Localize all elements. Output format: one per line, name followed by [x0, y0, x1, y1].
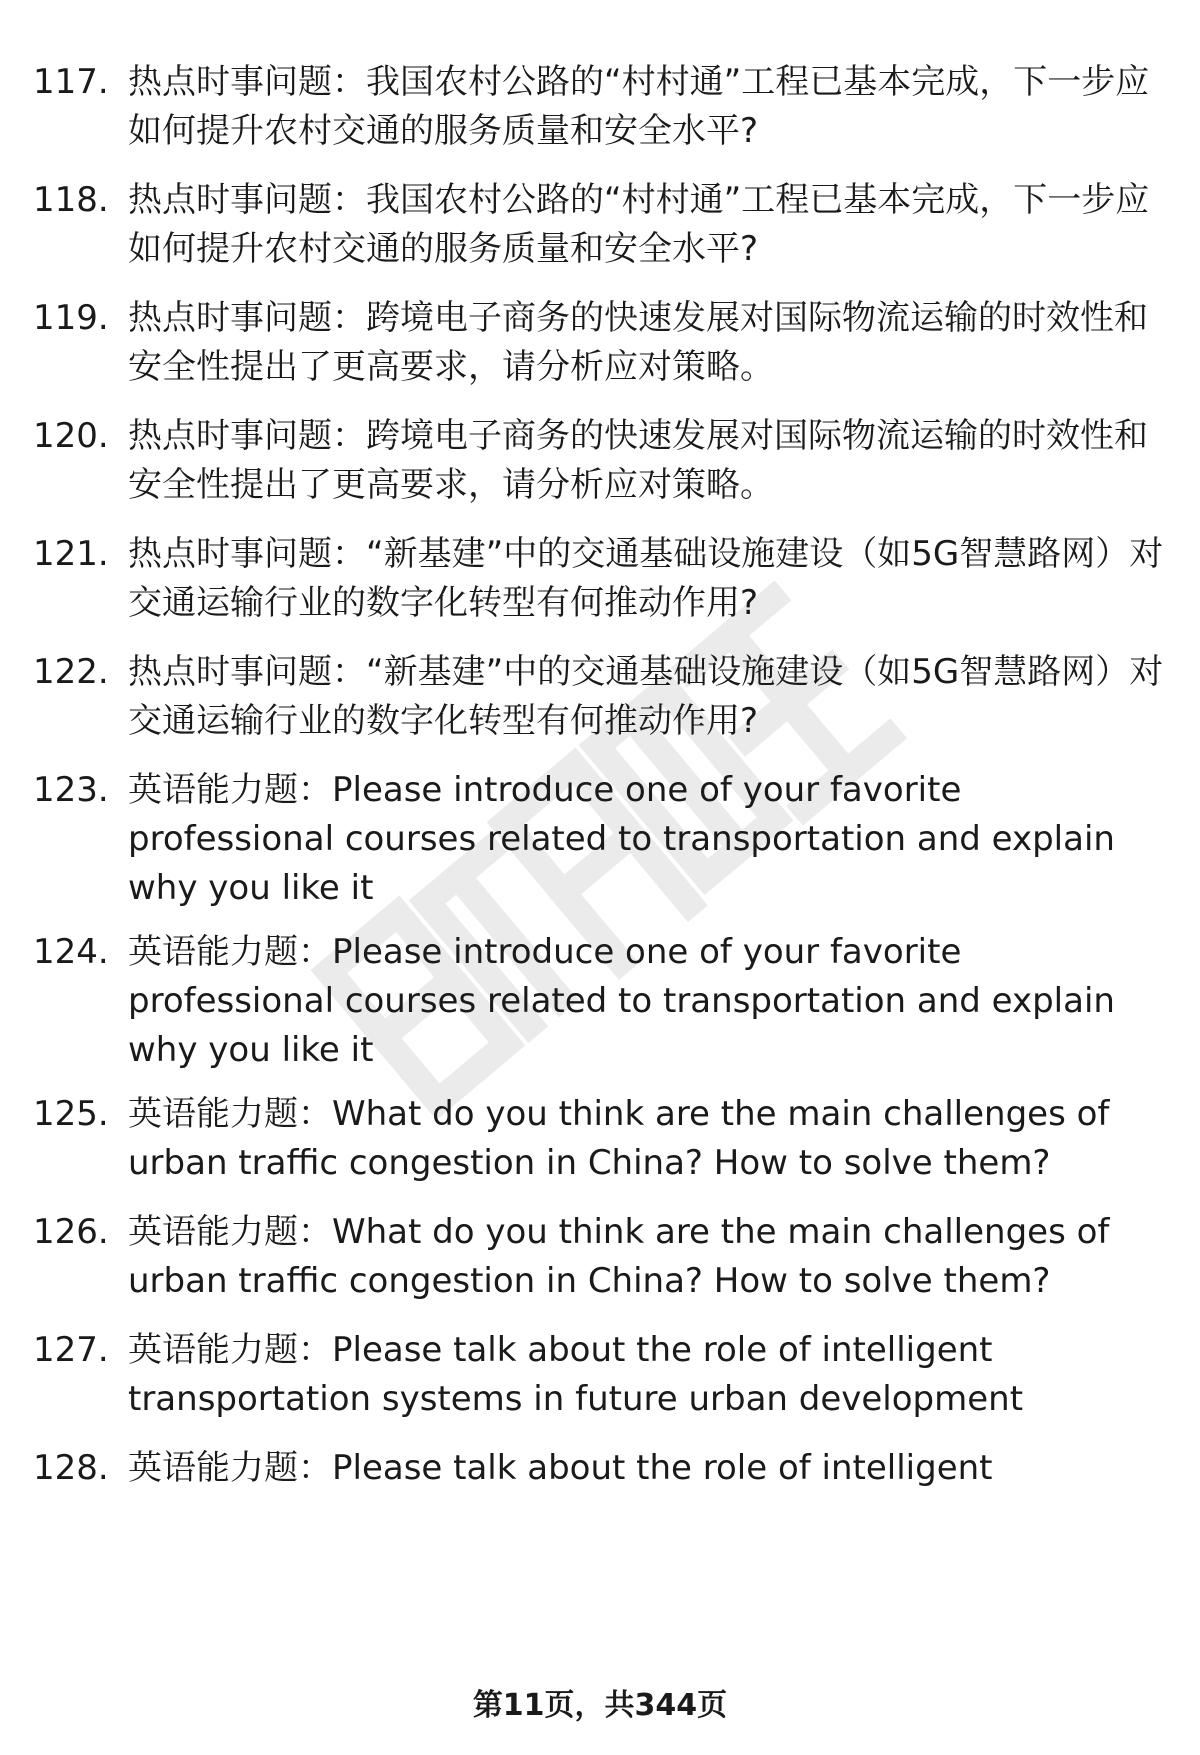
item-number: 117.	[33, 62, 109, 102]
item-number: 122.	[33, 652, 109, 692]
item-number: 127.	[33, 1330, 109, 1370]
item-number: 120.	[33, 416, 109, 456]
item-number: 126.	[33, 1212, 109, 1252]
item-text: 英语能力题：Please talk about the role of intelligent	[128, 1448, 993, 1488]
item-number: 123.	[33, 770, 109, 810]
item-text: 热点时事问题：“新基建”中的交通基础设施建设（如5G智慧路网）对交通运输行业的数字化转型有何推动作用?	[128, 652, 1164, 741]
item-number: 128.	[33, 1448, 109, 1488]
item-text: 英语能力题：Please talk about the role of intelligent transportation systems in future urban development	[128, 1330, 1024, 1419]
item-text: 英语能力题：Please introduce one of your favorite professional courses related to transportation and explain why you like it	[128, 770, 1115, 908]
item-text: 英语能力题：What do you think are the main challenges of urban traffic congestion in China? How to solve them?	[128, 1212, 1110, 1301]
item-number: 119.	[33, 298, 109, 338]
item-text: 英语能力题：Please introduce one of your favorite professional courses related to transportation and explain why you like it	[128, 932, 1115, 1070]
item-text: 热点时事问题：我国农村公路的“村村通”工程已基本完成，下一步应如何提升农村交通的服务质量和安全水平?	[128, 62, 1150, 151]
item-text: 热点时事问题：我国农村公路的“村村通”工程已基本完成，下一步应如何提升农村交通的服务质量和安全水平?	[128, 180, 1150, 269]
item-number: 125.	[33, 1094, 109, 1134]
item-number: 124.	[33, 932, 109, 972]
page-number-footer: 第11页，共344页	[472, 1688, 728, 1723]
item-number: 118.	[33, 180, 109, 220]
item-number: 121.	[33, 534, 109, 574]
item-text: 热点时事问题：“新基建”中的交通基础设施建设（如5G智慧路网）对交通运输行业的数字化转型有何推动作用?	[128, 534, 1164, 623]
item-text: 热点时事问题：跨境电子商务的快速发展对国际物流运输的时效性和安全性提出了更高要求，请分析应对策略。	[128, 416, 1148, 505]
item-text: 英语能力题：What do you think are the main challenges of urban traffic congestion in China? How to solve them?	[128, 1094, 1110, 1183]
item-text: 热点时事问题：跨境电子商务的快速发展对国际物流运输的时效性和安全性提出了更高要求，请分析应对策略。	[128, 298, 1148, 387]
